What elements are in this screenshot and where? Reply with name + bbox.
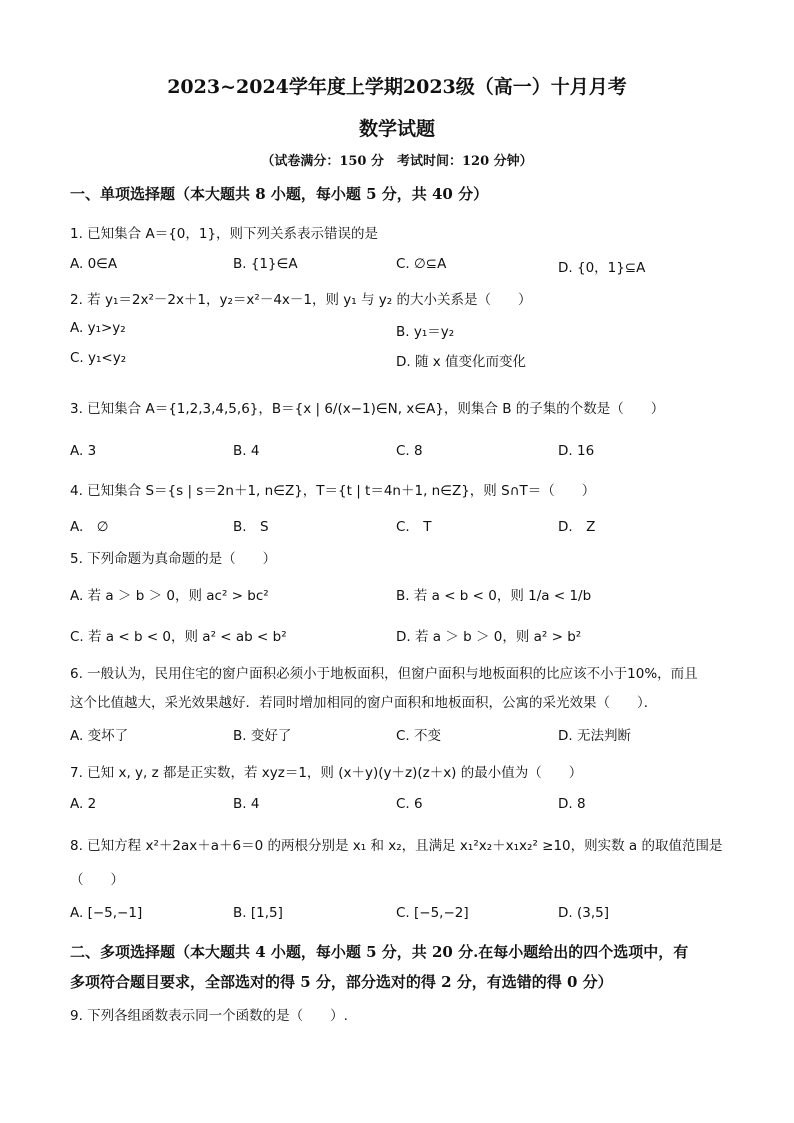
question-7-stem: 7. 已知 x, y, z 都是正实数，若 xyz＝1，则 (x＋y)(y＋z)(z＋x) 的最小值为（ ）: [70, 765, 583, 781]
question-2-option-b: B. y₁＝y₂: [396, 324, 455, 340]
question-5-stem: 5. 下列命题为真命题的是（ ）: [70, 551, 277, 567]
question-6-option-a: A. 变坏了: [70, 728, 129, 744]
question-3-option-b: B. 4: [233, 443, 260, 459]
section-2-heading-line-1: 二、多项选择题（本大题共 4 小题，每小题 5 分，共 20 分.在每小题给出的四个选项中，有: [70, 943, 689, 961]
question-6-option-d: D. 无法判断: [558, 728, 631, 744]
question-1-option-c: C. ∅⊆A: [396, 256, 447, 272]
question-8-option-a: A. [−5,−1]: [70, 905, 143, 921]
question-8-option-b: B. [1,5]: [233, 905, 283, 921]
question-6-stem-line-1: 6. 一般认为，民用住宅的窗户面积必须小于地板面积，但窗户面积与地板面积的比应该不小于10%，而且: [70, 666, 698, 682]
section-2-heading-line-2: 多项符合题目要求，全部选对的得 5 分，部分选对的得 2 分，有选错的得 0 分）: [70, 973, 613, 991]
question-8-stem-line-1: 8. 已知方程 x²＋2ax＋a＋6＝0 的两根分别是 x₁ 和 x₂，且满足 x₁²x₂＋x₁x₂² ≥10，则实数 a 的取值范围是: [70, 838, 723, 854]
question-6-stem-line-2: 这个比值越大，采光效果越好．若同时增加相同的窗户面积和地板面积，公寓的采光效果（ ）．: [70, 695, 658, 711]
question-4-option-c: C. T: [396, 519, 432, 535]
question-9-stem: 9. 下列各组函数表示同一个函数的是（ ）.: [70, 1008, 348, 1024]
question-1-stem: 1. 已知集合 A＝{0，1}，则下列关系表示错误的是: [70, 226, 379, 242]
question-3-option-d: D. 16: [558, 443, 595, 459]
question-5-option-c: C. 若 a < b < 0，则 a² < ab < b²: [70, 629, 287, 645]
question-5-option-d: D. 若 a ＞ b ＞ 0，则 a² > b²: [396, 629, 582, 645]
question-2-stem: 2. 若 y₁＝2x²－2x＋1，y₂＝x²－4x－1，则 y₁ 与 y₂ 的大小关系是（ ）: [70, 292, 532, 308]
question-4-option-a: A. ∅: [70, 519, 109, 535]
page-title: 2023~2024学年度上学期2023级（高一）十月月考: [167, 76, 627, 98]
question-3-option-a: A. 3: [70, 443, 97, 459]
question-2-option-a: A. y₁>y₂: [70, 320, 126, 336]
question-4-stem: 4. 已知集合 S＝{s | s＝2n＋1, n∈Z}，T＝{t | t＝4n＋1, n∈Z}，则 S∩T＝（ ）: [70, 483, 596, 499]
question-7-option-d: D. 8: [558, 796, 586, 812]
question-1-option-b: B. {1}∈A: [233, 256, 298, 272]
exam-info: （试卷满分：150 分 考试时间：120 分钟）: [261, 154, 533, 169]
question-6-option-c: C. 不变: [396, 728, 442, 744]
question-4-option-d: D. Z: [558, 519, 596, 535]
question-7-option-c: C. 6: [396, 796, 423, 812]
question-2-option-c: C. y₁<y₂: [70, 350, 127, 366]
question-5-option-b: B. 若 a < b < 0，则 1/a < 1/b: [396, 588, 592, 604]
section-1-heading: 一、单项选择题（本大题共 8 小题，每小题 5 分，共 40 分）: [70, 185, 489, 203]
question-4-option-b: B. S: [233, 519, 269, 535]
question-1-option-a: A. 0∈A: [70, 256, 118, 272]
page-subtitle: 数学试题: [358, 118, 435, 140]
question-5-option-a: A. 若 a ＞ b ＞ 0，则 ac² > bc²: [70, 588, 269, 604]
question-6-option-b: B. 变好了: [233, 728, 292, 744]
question-8-option-d: D. (3,5]: [558, 905, 609, 921]
question-3-option-c: C. 8: [396, 443, 423, 459]
question-7-option-b: B. 4: [233, 796, 260, 812]
question-2-option-d: D. 随 x 值变化而变化: [396, 354, 527, 370]
question-3-stem: 3. 已知集合 A＝{1,2,3,4,5,6}，B＝{x | 6/(x−1)∈N, x∈A}，则集合 B 的子集的个数是（ ）: [70, 401, 665, 417]
question-1-option-d: D. {0，1}⊆A: [558, 260, 646, 276]
question-8-stem-line-2: （ ）: [70, 872, 124, 888]
question-7-option-a: A. 2: [70, 796, 97, 812]
question-8-option-c: C. [−5,−2]: [396, 905, 469, 921]
